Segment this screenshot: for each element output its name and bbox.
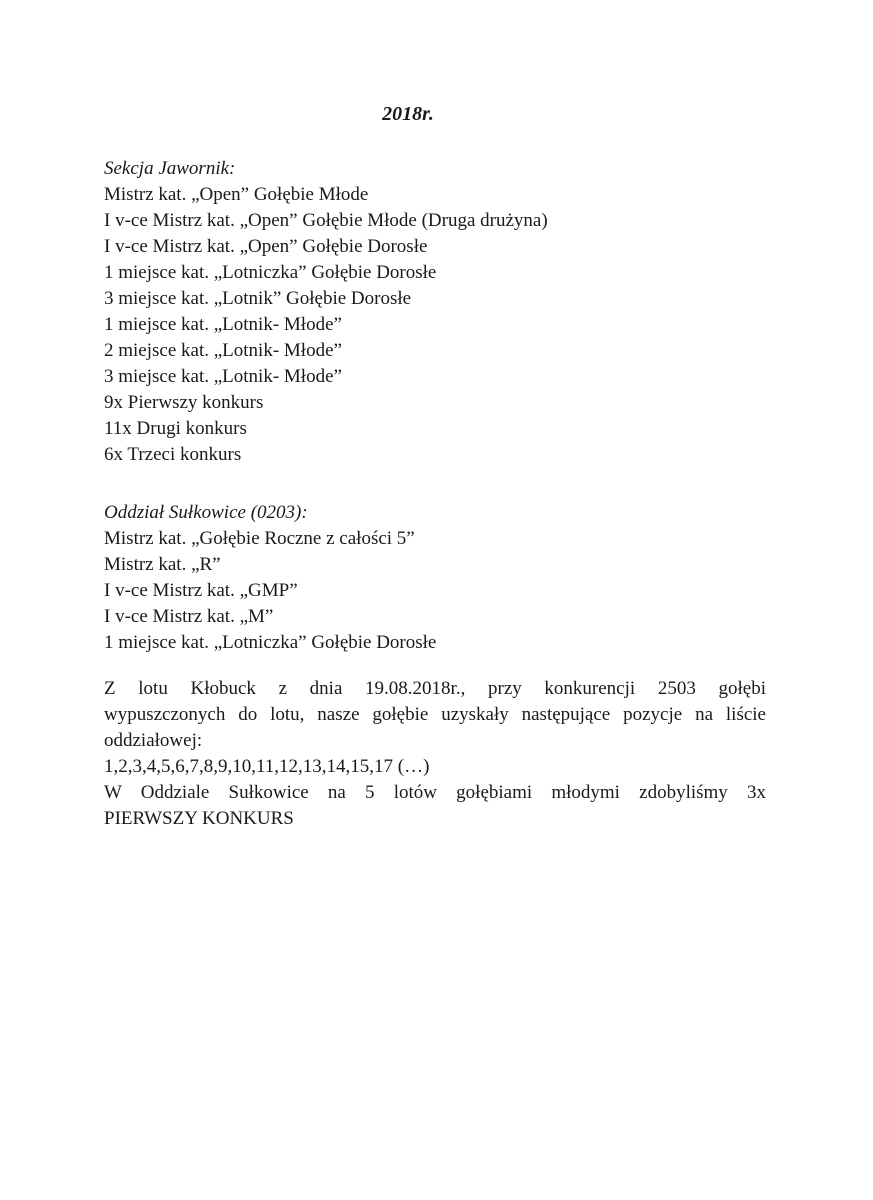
list-item: 3 miejsce kat. „Lotnik” Gołębie Dorosłe — [104, 288, 412, 309]
list-item: Mistrz kat. „R” — [104, 554, 221, 575]
paragraph-line: wypuszczonych do lotu, nasze gołębie uzyskały następujące pozycje na liście — [104, 704, 766, 725]
list-item: 1 miejsce kat. „Lotniczka” Gołębie Dorosłe — [104, 262, 437, 283]
list-item: 11x Drugi konkurs — [104, 418, 247, 439]
list-item: Mistrz kat. „Gołębie Roczne z całości 5” — [104, 528, 415, 549]
list-item: 3 miejsce kat. „Lotnik- Młode” — [104, 366, 342, 387]
list-item: 6x Trzeci konkurs — [104, 444, 242, 465]
list-item: I v-ce Mistrz kat. „Open” Gołębie Dorosłe — [104, 236, 428, 257]
list-item: I v-ce Mistrz kat. „GMP” — [104, 580, 298, 601]
paragraph-line: W Oddziale Sułkowice na 5 lotów gołębiami młodymi zdobyliśmy 3x — [104, 782, 766, 803]
list-item: Mistrz kat. „Open” Gołębie Młode — [104, 184, 369, 205]
section-sulkowice — [104, 500, 766, 656]
document-title: 2018r. — [382, 103, 434, 125]
section-heading: Sekcja Jawornik: — [104, 158, 236, 179]
paragraph-line: Z lotu Kłobuck z dnia 19.08.2018r., przy konkurencji 2503 gołębi — [104, 678, 766, 699]
paragraph-line: PIERWSZY KONKURS — [104, 808, 294, 829]
list-item: I v-ce Mistrz kat. „M” — [104, 606, 274, 627]
list-item: 9x Pierwszy konkurs — [104, 392, 264, 413]
list-item: I v-ce Mistrz kat. „Open” Gołębie Młode (Druga drużyna) — [104, 210, 548, 231]
list-item: 1 miejsce kat. „Lotniczka” Gołębie Dorosłe — [104, 632, 437, 653]
section-jawornik — [104, 156, 766, 468]
list-item: 1 miejsce kat. „Lotnik- Młode” — [104, 314, 342, 335]
section-heading: Oddział Sułkowice (0203): — [104, 502, 308, 523]
list-item: 2 miejsce kat. „Lotnik- Młode” — [104, 340, 342, 361]
positions-list: 1,2,3,4,5,6,7,8,9,10,11,12,13,14,15,17 (…) — [104, 756, 430, 777]
results-paragraph — [104, 676, 766, 832]
paragraph-line: oddziałowej: — [104, 730, 203, 751]
